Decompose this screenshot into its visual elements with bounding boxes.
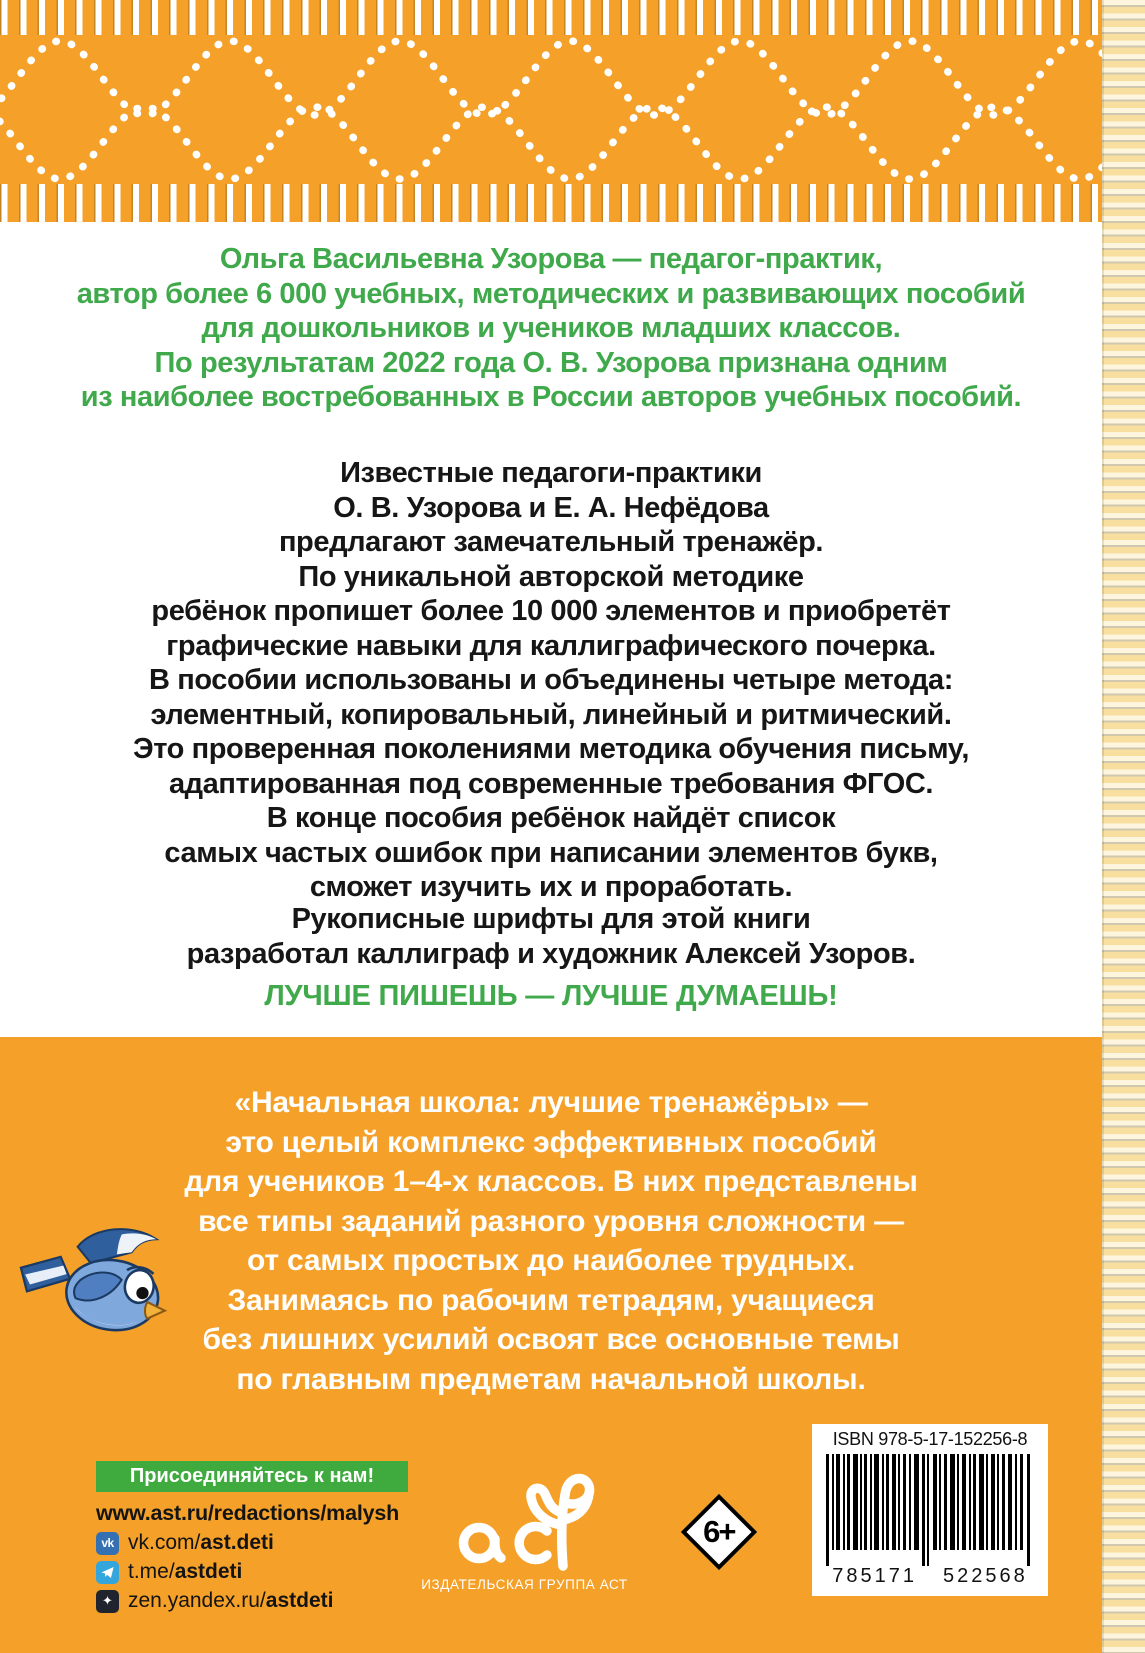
- text-line: предлагают замечательный тренажёр.: [278, 526, 824, 558]
- text-line: от самых простых до наиболее трудных.: [247, 1244, 855, 1277]
- text-line: без лишних усилий освоят все основные темы: [202, 1323, 900, 1356]
- page-edge-strip: [1102, 0, 1145, 1653]
- fonts-credit-paragraph: [0, 902, 1102, 971]
- link-prefix: zen.yandex.ru/: [128, 1589, 266, 1612]
- telegram-link[interactable]: [96, 1560, 333, 1584]
- text-line: адаптированная под современные требования ФГОС.: [168, 767, 934, 800]
- age-rating-value: 6+: [703, 1513, 735, 1549]
- text-line: По результатам 2022 года О. В. Узорова признана одним: [154, 346, 948, 379]
- text-line: по главным предметам начальной школы.: [236, 1362, 866, 1396]
- text-line: самых частых ошибок при написании элементов букв,: [164, 836, 938, 869]
- zen-link[interactable]: [96, 1589, 333, 1613]
- text-line: Известные педагоги-практики: [340, 457, 762, 489]
- join-us-banner[interactable]: Присоединяйтесь к нам!: [96, 1461, 408, 1492]
- link-account: astdeti: [174, 1560, 243, 1583]
- bird-illustration: [16, 1220, 191, 1348]
- text-line: автор более 6 000 учебных, методических и развивающих пособий: [76, 277, 1026, 310]
- series-info-section: [0, 1037, 1102, 1653]
- barcode-digits-left: 785171: [832, 1565, 917, 1587]
- text-line: это целый комплекс эффективных пособий: [225, 1125, 877, 1159]
- slogan: ЛУЧШЕ ПИШЕШЬ — ЛУЧШЕ ДУМАЕШЬ!: [264, 980, 838, 1012]
- stripe-border-bottom-icon: [0, 184, 1102, 222]
- text-line: По уникальной авторской методике: [298, 560, 804, 593]
- text-line: разработал каллиграф и художник Алексей Узоров.: [186, 937, 916, 970]
- top-decorative-band: [0, 0, 1102, 222]
- text-line: для дошкольников и учеников младших классов.: [201, 312, 901, 344]
- author-intro-paragraph: [0, 242, 1102, 415]
- text-line: Это проверенная поколениями методика обучения письму,: [133, 733, 969, 765]
- text-line: сможет изучить их и проработать.: [309, 871, 793, 903]
- text-line: В пособии использованы и объединены четыре метода:: [149, 664, 953, 696]
- isbn-text: ISBN 978-5-17-152256-8: [832, 1429, 1028, 1449]
- publisher-caption: ИЗДАТЕЛЬСКАЯ ГРУППА АСТ: [421, 1577, 628, 1592]
- vk-icon: vk: [96, 1532, 119, 1555]
- telegram-icon: [96, 1561, 119, 1584]
- text-line: «Начальная школа: лучшие тренажёры» —: [234, 1086, 868, 1119]
- text-line: ребёнок пропишет более 10 000 элементов и приобретёт: [151, 595, 951, 627]
- text-line: Занимаясь по рабочим тетрадям, учащиеся: [227, 1283, 875, 1317]
- zen-icon: ✦: [96, 1590, 119, 1613]
- book-description-paragraph: [0, 456, 1102, 905]
- website-link[interactable]: www.ast.ru/redactions/malysh: [96, 1501, 400, 1525]
- text-line: из наиболее востребованных в России авторов учебных пособий.: [80, 381, 1022, 413]
- age-rating-badge: [681, 1494, 757, 1570]
- text-line: для учеников 1–4-х классов. В них представлены: [184, 1165, 918, 1198]
- vk-link[interactable]: [96, 1531, 333, 1555]
- text-line: В конце пособия ребёнок найдёт список: [266, 802, 836, 834]
- barcode-digits-right: 522568: [943, 1565, 1028, 1587]
- link-prefix: t.me/: [128, 1560, 175, 1583]
- social-links: [96, 1531, 333, 1618]
- barcode-icon: [825, 1454, 1035, 1576]
- text-line: Ольга Васильевна Узорова — педагог-практик,: [219, 243, 883, 275]
- link-prefix: vk.com/: [128, 1531, 201, 1554]
- text-line: элементный, копировальный, линейный и ритмический.: [150, 698, 952, 731]
- link-account: ast.deti: [200, 1531, 274, 1554]
- text-line: О. В. Узорова и Е. А. Нефёдова: [333, 491, 769, 524]
- text-line: графические навыки для каллиграфического почерка.: [166, 629, 936, 662]
- barcode-panel: [812, 1424, 1048, 1596]
- ast-logo-icon: [452, 1445, 602, 1576]
- text-line: все типы заданий разного уровня сложности —: [198, 1204, 904, 1238]
- link-account: astdeti: [265, 1589, 334, 1612]
- text-line: Рукописные шрифты для этой книги: [291, 903, 811, 935]
